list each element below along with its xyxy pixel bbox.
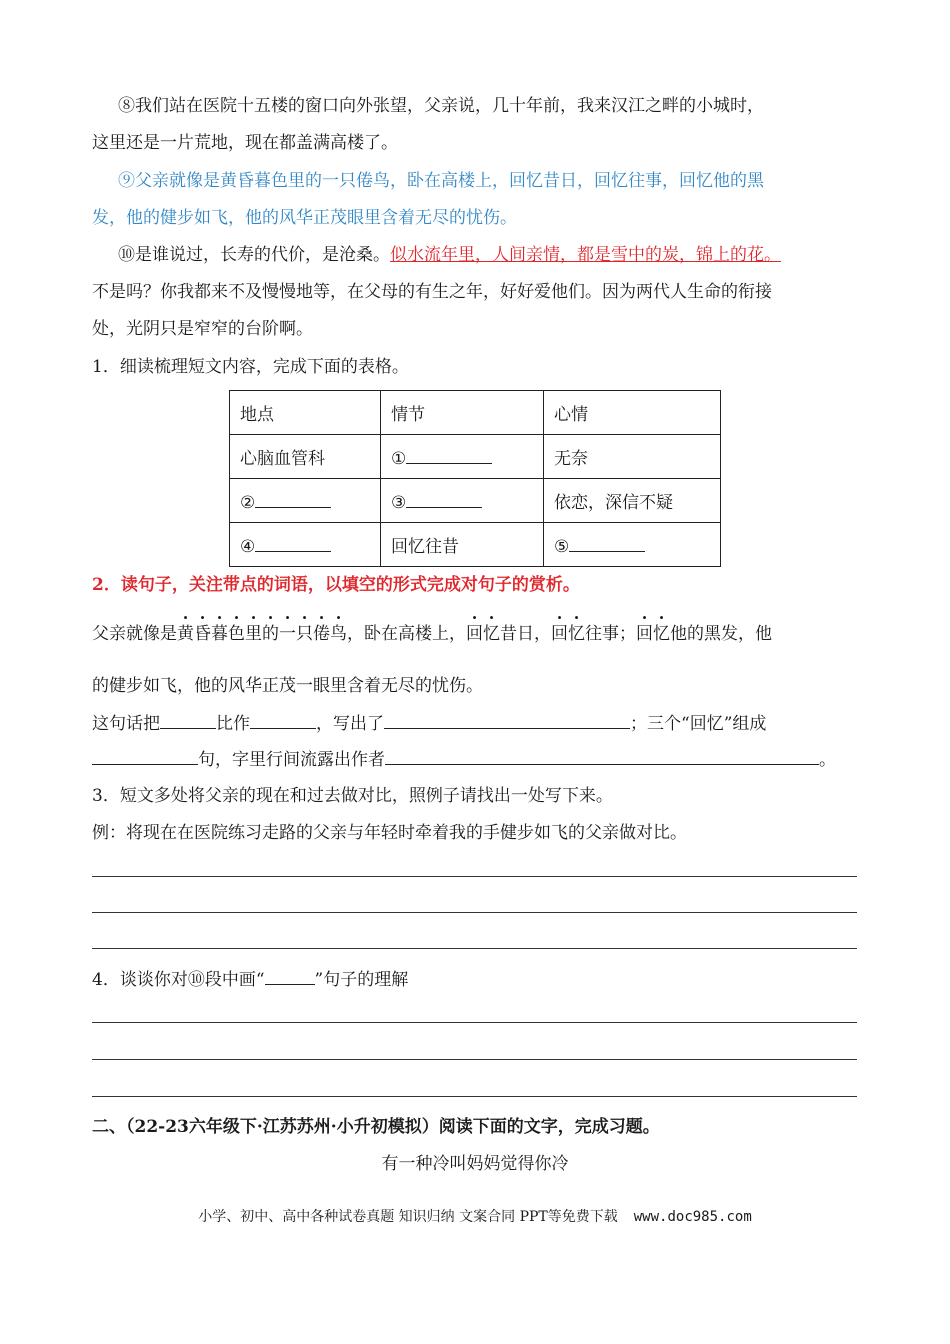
dotted-char: 忆 <box>653 624 670 644</box>
question-2-fill-line-1 <box>92 710 766 736</box>
dotted-char: 回 <box>551 624 568 644</box>
answer-line[interactable] <box>92 912 857 913</box>
table-row <box>230 435 721 479</box>
table-cell: 无奈 <box>544 435 721 479</box>
answer-blank[interactable] <box>255 489 331 508</box>
question-1-title: 1．细读梳理短文内容，完成下面的表格。 <box>92 357 409 377</box>
table-header: 情节 <box>381 391 544 435</box>
fill-text: ；三个“回忆”组成 <box>630 714 767 734</box>
table-cell-blank[interactable] <box>230 523 381 567</box>
sentence-text: 往事； <box>585 624 636 644</box>
answer-blank[interactable] <box>406 489 482 508</box>
table-header: 地点 <box>230 391 381 435</box>
dotted-char: 一 <box>279 624 296 644</box>
question-2-title: 2．读句子，关注带点的词语，以填空的形式完成对句子的赏析。 <box>92 575 580 595</box>
blank-marker: ⑤ <box>554 536 570 557</box>
table-cell-blank[interactable] <box>230 479 381 523</box>
table-row <box>230 479 721 523</box>
dotted-char: 倦 <box>313 624 330 644</box>
question-4-text: ”句子的理解 <box>314 970 409 990</box>
question-4-text: 4．谈谈你对⑩段中画“ <box>92 970 265 990</box>
table-cell: 回忆往昔 <box>381 523 544 567</box>
sentence-text: 父亲就像是 <box>92 624 177 644</box>
answer-line[interactable] <box>92 1022 857 1023</box>
table-header-row <box>230 391 721 435</box>
dotted-char: 昏 <box>194 624 211 644</box>
summary-table <box>229 390 721 567</box>
answer-blank[interactable] <box>384 710 630 729</box>
blank-marker: ④ <box>240 536 256 557</box>
dotted-char: 忆 <box>483 624 500 644</box>
footer-link[interactable]: www.doc985.com <box>633 1209 752 1225</box>
blank-marker: ② <box>240 492 256 513</box>
paragraph-10-line-2: 不是吗？你我都来不及慢慢地等，在父母的有生之年，好好爱他们。因为两代人生命的衔接 <box>92 282 772 302</box>
page-footer <box>0 1206 950 1226</box>
answer-blank[interactable] <box>385 746 819 765</box>
paragraph-9-line-1: ⑨父亲就像是黄昏暮色里的一只倦鸟，卧在高楼上，回忆昔日，回忆往事，回忆他的黑 <box>118 171 764 191</box>
paragraph-8-line-1: ⑧我们站在医院十五楼的窗口向外张望，父亲说，几十年前，我来汉江之畔的小城时， <box>118 96 764 116</box>
answer-blank[interactable] <box>250 710 316 729</box>
sentence-text: ，卧在高楼上， <box>347 624 466 644</box>
answer-blank[interactable] <box>255 533 331 552</box>
dotted-char: 色 <box>228 624 245 644</box>
dotted-char: 回 <box>466 624 483 644</box>
paragraph-10-line-3: 处，光阴只是窄窄的台阶啊。 <box>92 319 313 339</box>
answer-blank[interactable] <box>92 746 198 765</box>
dotted-char: 忆 <box>568 624 585 644</box>
paragraph-9-line-2: 发，他的健步如飞，他的风华正茂眼里含着无尽的忧伤。 <box>92 208 517 228</box>
fill-text: 这句话把 <box>92 714 160 734</box>
table-cell: 心脑血管科 <box>230 435 381 479</box>
table-cell: 依恋，深信不疑 <box>544 479 721 523</box>
answer-blank[interactable] <box>160 710 216 729</box>
dotted-char: 只 <box>296 624 313 644</box>
dotted-char: 的 <box>262 624 279 644</box>
table-cell-blank[interactable] <box>381 435 544 479</box>
fill-text: ，写出了 <box>316 714 384 734</box>
blank-marker: ① <box>391 448 407 469</box>
dotted-char: 暮 <box>211 624 228 644</box>
dotted-phrase <box>551 624 585 644</box>
underlined-sentence: 似水流年里，人间亲情，都是雪中的炭，锦上的花。 <box>390 245 781 265</box>
section-2-heading: 二、（22-23六年级下·江苏苏州·小升初模拟）阅读下面的文字，完成习题。 <box>92 1117 660 1137</box>
paragraph-10-text: ⑩是谁说过，长寿的代价，是沧桑。 <box>118 245 390 265</box>
question-2-sentence-line-2: 的健步如飞，他的风华正茂一眼里含着无尽的忧伤。 <box>92 676 483 696</box>
dotted-char: 回 <box>636 624 653 644</box>
question-3-example: 例：将现在在医院练习走路的父亲与年轻时牵着我的手健步如飞的父亲做对比。 <box>92 823 687 843</box>
answer-blank <box>265 966 315 985</box>
question-3-title: 3．短文多处将父亲的现在和过去做对比，照例子请找出一处写下来。 <box>92 786 613 806</box>
footer-text: 小学、初中、高中各种试卷真题 知识归纳 文案合同 PPT等免费下载 <box>198 1209 618 1225</box>
answer-line[interactable] <box>92 1059 857 1060</box>
answer-blank[interactable] <box>406 445 492 464</box>
answer-line[interactable] <box>92 948 857 949</box>
answer-blank[interactable] <box>569 533 645 552</box>
table-cell-blank[interactable] <box>381 479 544 523</box>
dotted-phrase <box>466 624 500 644</box>
question-4-title <box>92 966 408 992</box>
answer-line[interactable] <box>92 876 857 877</box>
blank-marker: ③ <box>391 492 407 513</box>
question-2-sentence-line-1 <box>92 622 772 646</box>
table-header: 心情 <box>544 391 721 435</box>
sentence-text: 昔日， <box>500 624 551 644</box>
dotted-char: 黄 <box>177 624 194 644</box>
dotted-phrase <box>636 624 670 644</box>
paragraph-8-line-2: 这里还是一片荒地，现在都盖满高楼了。 <box>92 133 398 153</box>
fill-text: 。 <box>819 750 836 770</box>
table-cell-blank[interactable] <box>544 523 721 567</box>
paragraph-10-line-1 <box>118 243 781 267</box>
dotted-phrase <box>177 624 347 644</box>
dotted-char: 里 <box>245 624 262 644</box>
table-row <box>230 523 721 567</box>
fill-text: 句，字里行间流露出作者 <box>198 750 385 770</box>
dotted-char: 鸟 <box>330 624 347 644</box>
answer-line[interactable] <box>92 1096 857 1097</box>
question-2-fill-line-2 <box>92 746 836 772</box>
sentence-text: 他的黑发，他 <box>670 624 772 644</box>
fill-text: 比作 <box>216 714 250 734</box>
section-2-title: 有一种冷叫妈妈觉得你冷 <box>381 1154 569 1174</box>
